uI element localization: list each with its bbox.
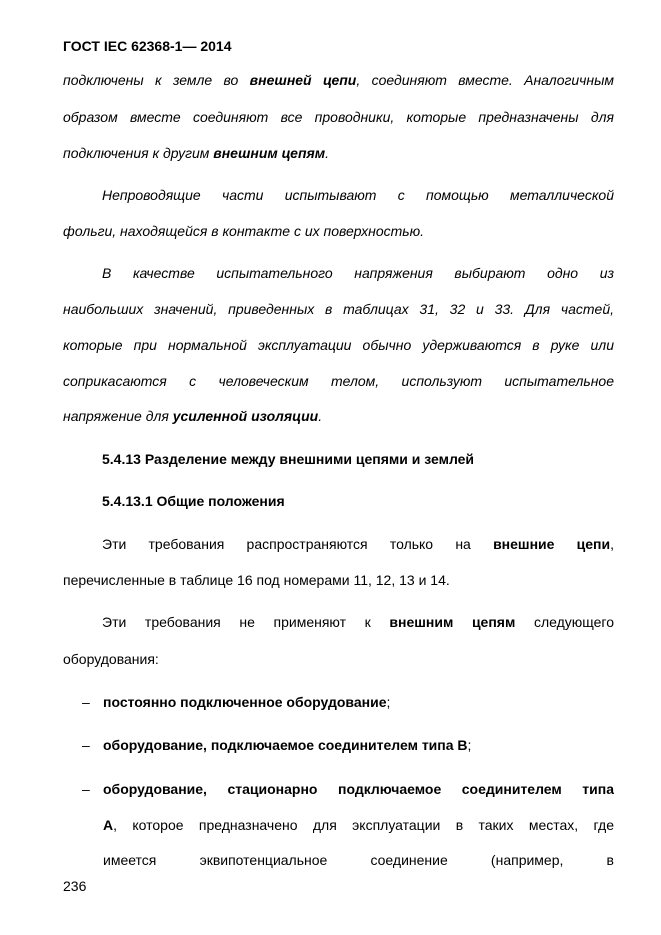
text-run: , [610, 536, 614, 552]
paragraph-line: оборудования: [63, 651, 159, 667]
list-dash: – [82, 737, 90, 753]
paragraph-line: перечисленные в таблице 16 под номерами 11, 12, 13 и 14. [63, 572, 450, 588]
text-run: Эти требования распространяются только на [102, 536, 494, 552]
section-heading: 5.4.13 Разделение между внешними цепями и землей [102, 451, 475, 467]
paragraph-line: фольги, находящейся в контакте с их поверхностью. [63, 223, 425, 239]
text-run: ; [386, 694, 391, 710]
paragraph-line [63, 407, 614, 425]
page-number: 236 [63, 878, 87, 894]
text-run: следующего [515, 614, 614, 630]
text-run: . [318, 408, 323, 424]
text-run: напряжение для [63, 408, 173, 424]
list-item [103, 736, 614, 754]
paragraph-line: соприкасаются с человеческим телом, используют испытательное [63, 373, 614, 389]
list-dash: – [82, 694, 90, 710]
text-run: Эти требования не применяют к [102, 614, 390, 630]
text-run: подключены к земле во [63, 72, 250, 88]
paragraph-line: наибольших значений, приведенных в таблицах 31, 32 и 33. Для частей, [63, 301, 614, 317]
list-item-continuation: имеется эквипотенциальное соединение (например, в [103, 852, 614, 868]
paragraph-line: Непроводящие части испытывают с помощью металлической [102, 187, 614, 203]
term-bold: внешним цепям [213, 145, 326, 161]
list-dash: – [82, 781, 90, 797]
page-header: ГОСТ IEC 62368-1— 2014 [63, 38, 232, 54]
term-bold: внешней цепи [249, 72, 357, 88]
paragraph-line: которые при нормальной эксплуатации обычно удерживаются в руке или [63, 337, 614, 353]
text-run: . [325, 145, 330, 161]
list-item [103, 693, 614, 711]
term-bold: постоянно подключенное оборудование [103, 694, 387, 710]
term-bold: внешние цепи [493, 536, 611, 552]
term-bold: внешним цепям [389, 614, 516, 630]
text-run: ; [467, 737, 472, 753]
text-run: , соединяют вместе. Аналогичным [356, 72, 614, 88]
list-item-continuation [103, 816, 614, 834]
paragraph-line [63, 71, 614, 89]
term-bold: А [103, 817, 114, 833]
paragraph-line [102, 535, 614, 553]
paragraph-line: В качестве испытательного напряжения выбирают одно из [102, 265, 614, 281]
paragraph-line [102, 613, 614, 631]
term-bold: усиленной изоляции [172, 408, 319, 424]
paragraph-line: образом вместе соединяют все проводники, которые предназначены для [63, 109, 614, 125]
text-run: подключения к другим [63, 145, 214, 161]
paragraph-line [63, 144, 614, 162]
subsection-heading: 5.4.13.1 Общие положения [102, 493, 285, 509]
term-bold: оборудование, подключаемое соединителем типа В [103, 737, 468, 753]
text-run: , которое предназначено для эксплуатации в таких местах, где [113, 817, 614, 833]
list-item: оборудование, стационарно подключаемое соединителем типа [103, 781, 614, 797]
